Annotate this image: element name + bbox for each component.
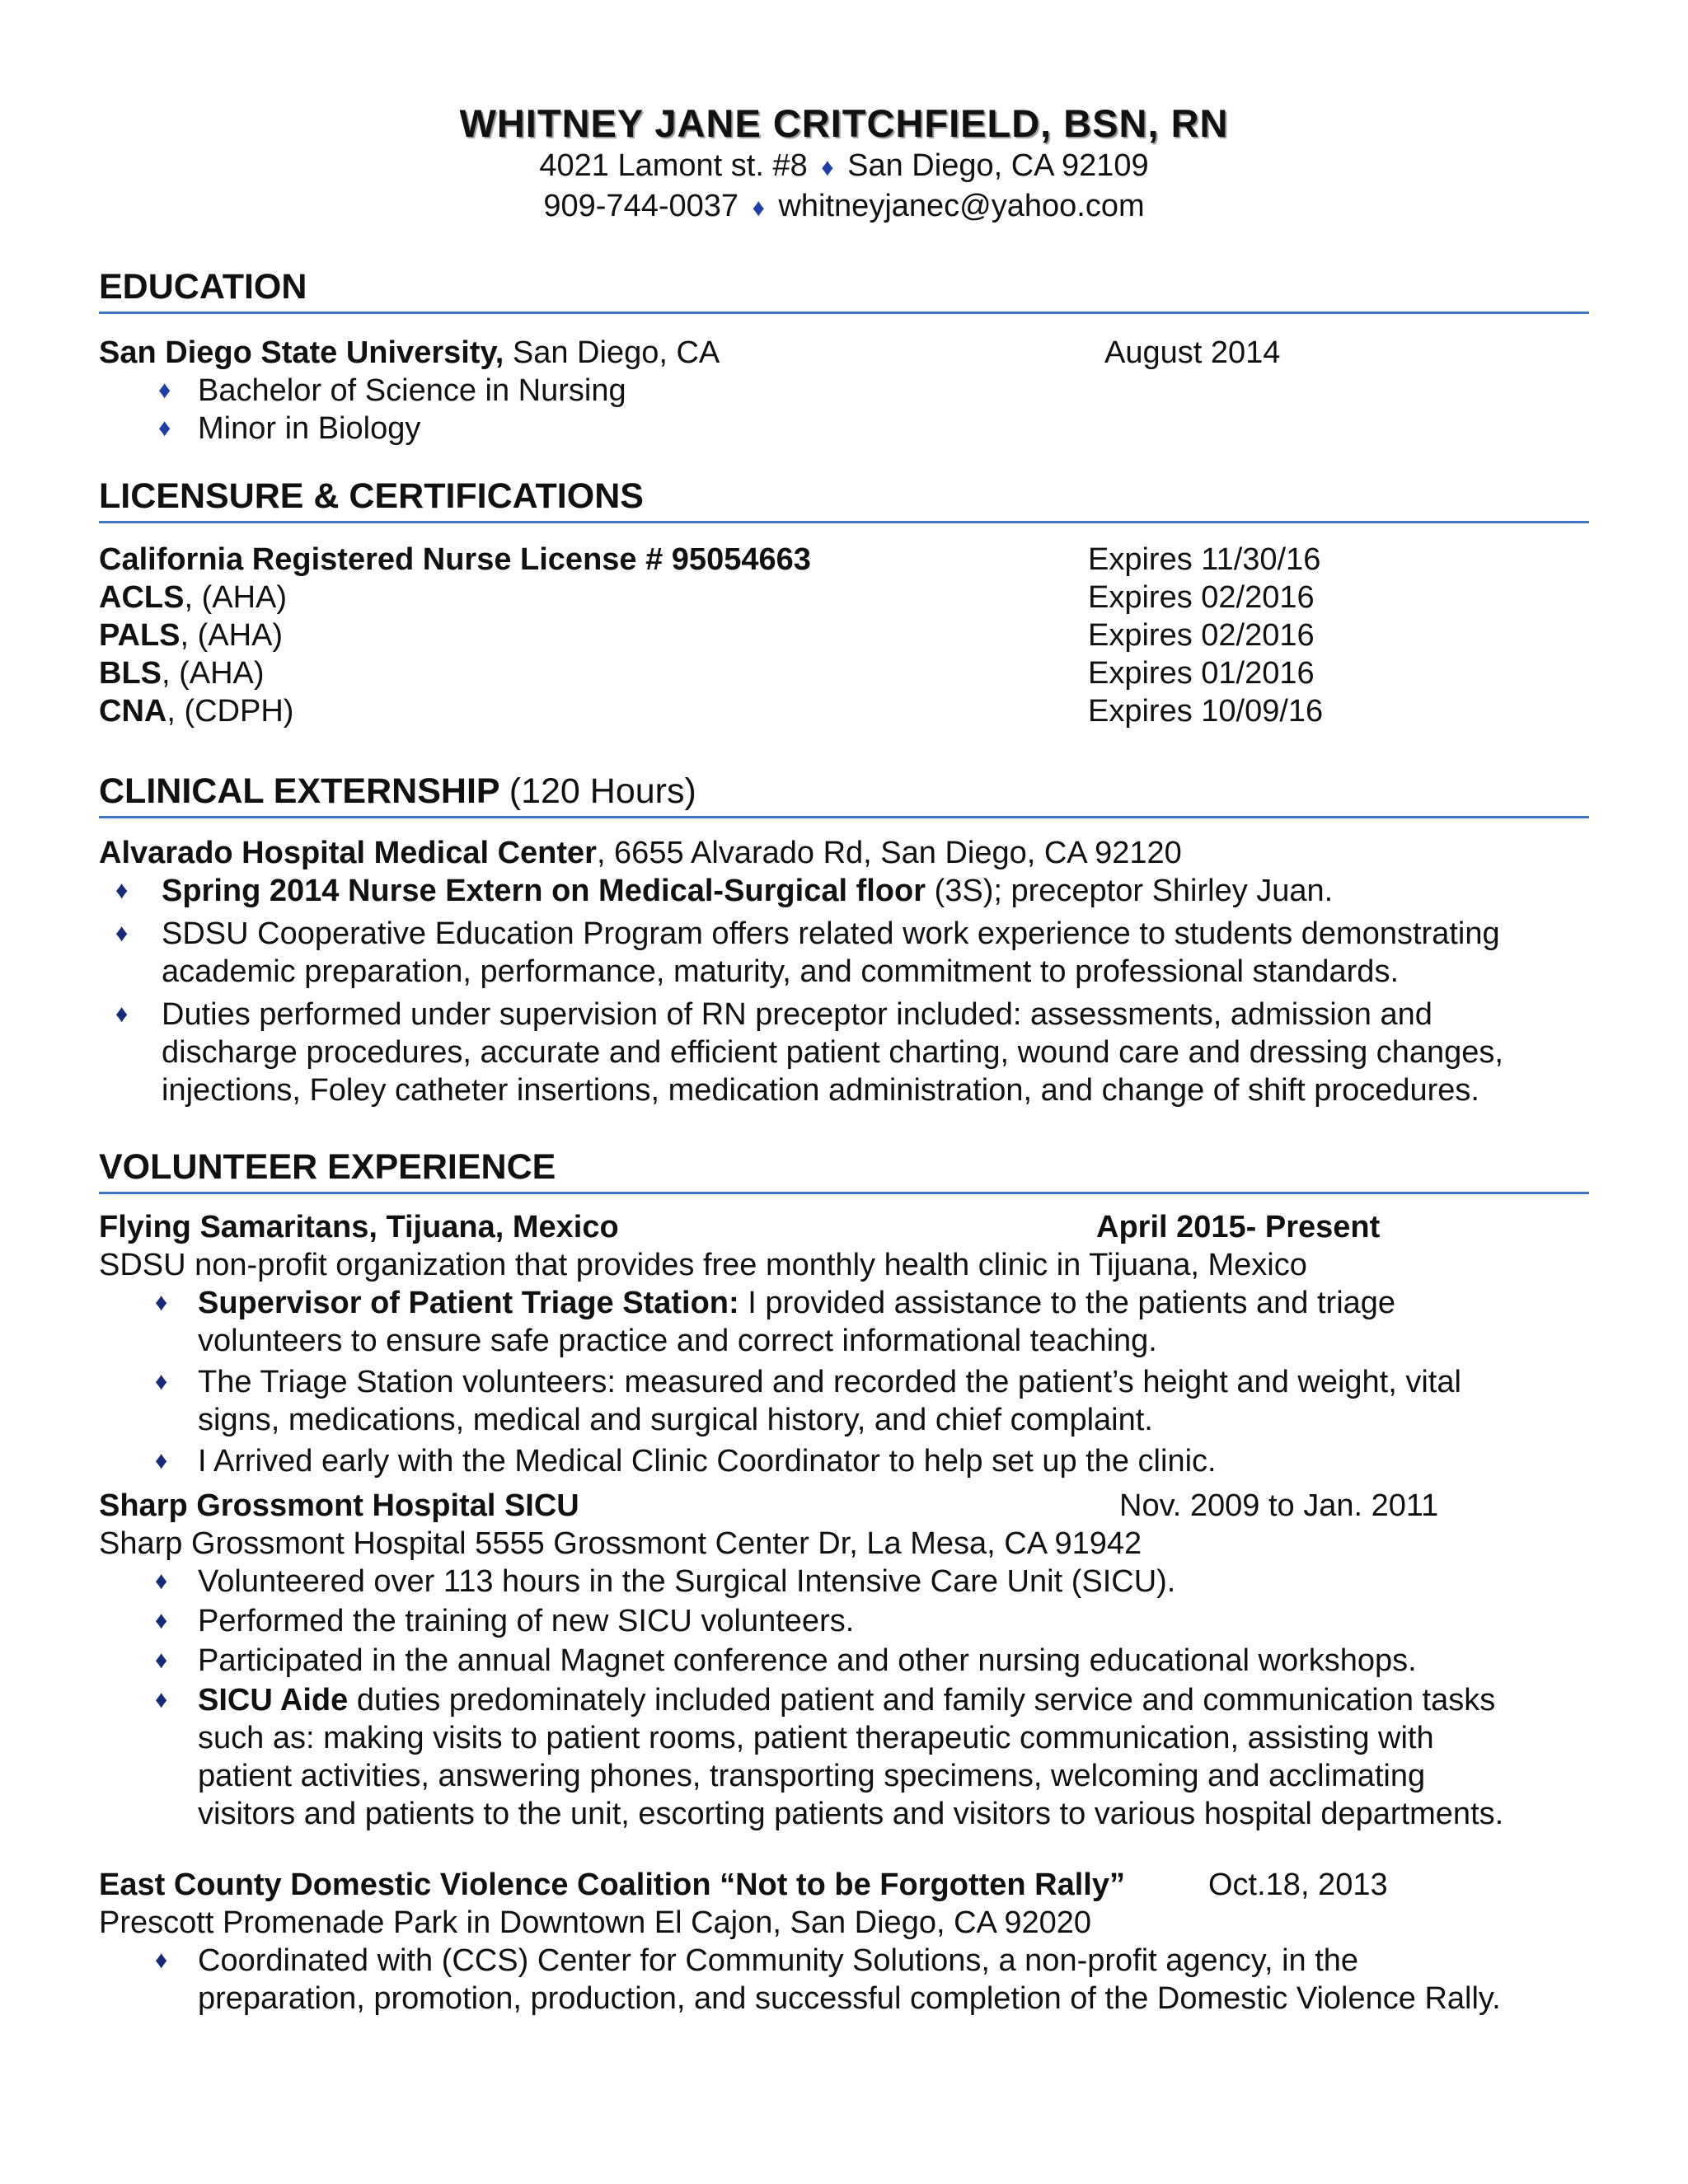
education-list (99, 372, 1589, 448)
east-county-row: East County Domestic Violence Coalition “Not to be Forgotten Rally” Oct.18, 2013 (99, 1868, 1388, 1902)
flying-samaritans-desc: SDSU non-profit organization that provides free monthly health clinic in Tijuana, Mexico (99, 1248, 1307, 1282)
street-address: 4021 Lamont st. #8 (539, 148, 808, 183)
diamond-icon: ♦ (115, 920, 129, 947)
diamond-icon: ♦ (155, 1647, 168, 1674)
list-item: ♦ Coordinated with (CCS) Center for Community Solutions, a non-profit agency, in the preparation, promotion, production, and successful completion of the Domestic Violence Rally. (155, 1943, 1501, 2016)
phone-number: 909-744-0037 (543, 189, 739, 223)
candidate-name: WHITNEY JANE CRITCHFIELD, BSN, RN (459, 101, 1229, 145)
list-item: ♦ Spring 2014 Nurse Extern on Medical-Surgical floor (3S); preceptor Shirley Juan. (115, 874, 1334, 908)
license-row: CNA, (CDPH) Expires 10/09/16 (99, 694, 1324, 729)
diamond-icon: ♦ (158, 415, 171, 442)
school-location: San Diego, CA (512, 335, 720, 370)
sharp-grossmont-row: Sharp Grossmont Hospital SICU Nov. 2009 to Jan. 2011 (99, 1488, 1439, 1523)
diamond-icon: ♦ (155, 1607, 168, 1634)
section-title-volunteer: VOLUNTEER EXPERIENCE (99, 1146, 1589, 1194)
list-item: ♦ SDSU Cooperative Education Program offers related work experience to students demonstrating academic preparation, performance, maturity, and commitment to professional standards. (115, 916, 1500, 989)
diamond-icon: ♦ (155, 1368, 168, 1395)
list-item: ♦ Bachelor of Science in Nursing (158, 373, 626, 408)
volunteer-block (99, 1208, 1589, 2018)
licensure-block (99, 541, 1589, 730)
list-item: ♦ The Triage Station volunteers: measured and recorded the patient’s height and weight, vital signs, medications, medical and surgical history, and chief complaint. (155, 1365, 1461, 1437)
diamond-icon: ♦ (155, 1686, 168, 1713)
address-line (0, 147, 1688, 187)
list-item: ♦ SICU Aide duties predominately included patient and family service and communication tasks such as: making visits to patient rooms, patient therapeutic communication, assisting with patient activities, answering phones, transporting specimens, welcoming and acclimating visitors and patients to the unit, escorting patients and visitors to various hospital departments. (155, 1683, 1504, 1831)
license-row: California Registered Nurse License # 95054663 Expires 11/30/16 (99, 542, 1321, 577)
education-block (99, 334, 1589, 448)
sharp-grossmont-list (99, 1563, 1589, 1833)
employer-address: , 6655 Alvarado Rd, San Diego, CA 92120 (596, 836, 1182, 870)
school-name: San Diego State University, (99, 335, 504, 370)
diamond-icon: ♦ (155, 1447, 168, 1474)
city-state-zip: San Diego, CA 92109 (847, 148, 1149, 183)
east-county-desc: Prescott Promenade Park in Downtown El Cajon, San Diego, CA 92020 (99, 1905, 1091, 1940)
diamond-icon: ♦ (821, 154, 834, 181)
graduation-date: August 2014 (1104, 335, 1281, 370)
list-item: ♦ I Arrived early with the Medical Clinic Coordinator to help set up the clinic. (155, 1444, 1217, 1479)
east-county-list (99, 1942, 1589, 2018)
section-title-externship: CLINICAL EXTERNSHIP (120 Hours) (99, 770, 1589, 818)
section-title-education: EDUCATION (99, 265, 1589, 314)
diamond-icon: ♦ (158, 377, 171, 404)
list-item: ♦ Duties performed under supervision of RN preceptor included: assessments, admission and discharge procedures, accurate and efficient patient charting, wound care and dressing changes, injections, Foley catheter insertions, medication administration, and change of shift procedures. (115, 997, 1503, 1108)
flying-samaritans-list (99, 1284, 1589, 1480)
license-row: ACLS, (AHA) Expires 02/2016 (99, 580, 1315, 615)
externship-block (99, 834, 1589, 1109)
list-item: ♦ Performed the training of new SICU volunteers. (155, 1604, 855, 1638)
contact-line (0, 187, 1688, 227)
sharp-grossmont-desc: Sharp Grossmont Hospital 5555 Grossmont Center Dr, La Mesa, CA 91942 (99, 1526, 1142, 1561)
diamond-icon: ♦ (155, 1568, 168, 1595)
license-row: BLS, (AHA) Expires 01/2016 (99, 656, 1315, 691)
diamond-icon: ♦ (752, 194, 765, 222)
list-item: ♦ Participated in the annual Magnet conference and other nursing educational workshops. (155, 1643, 1417, 1678)
diamond-icon: ♦ (155, 1947, 168, 1974)
license-row: PALS, (AHA) Expires 02/2016 (99, 618, 1315, 653)
externship-list (99, 872, 1589, 1109)
externship-employer-row (99, 834, 1589, 872)
section-title-licensure: LICENSURE & CERTIFICATIONS (99, 475, 1589, 523)
diamond-icon: ♦ (115, 1001, 129, 1028)
list-item: ♦ Supervisor of Patient Triage Station: I provided assistance to the patients and triage volunteers to ensure safe practice and correct informational teaching. (155, 1286, 1396, 1358)
flying-samaritans-row: Flying Samaritans, Tijuana, Mexico April 2015- Present (99, 1210, 1381, 1244)
diamond-icon: ♦ (115, 877, 129, 904)
email-address: whitneyjanec@yahoo.com (778, 189, 1145, 223)
education-school-row (99, 334, 1589, 372)
resume-header (0, 101, 1688, 227)
list-item: ♦ Minor in Biology (158, 411, 421, 446)
diamond-icon: ♦ (155, 1289, 168, 1316)
list-item: ♦ Volunteered over 113 hours in the Surgical Intensive Care Unit (SICU). (155, 1564, 1176, 1599)
employer-name: Alvarado Hospital Medical Center (99, 836, 597, 870)
